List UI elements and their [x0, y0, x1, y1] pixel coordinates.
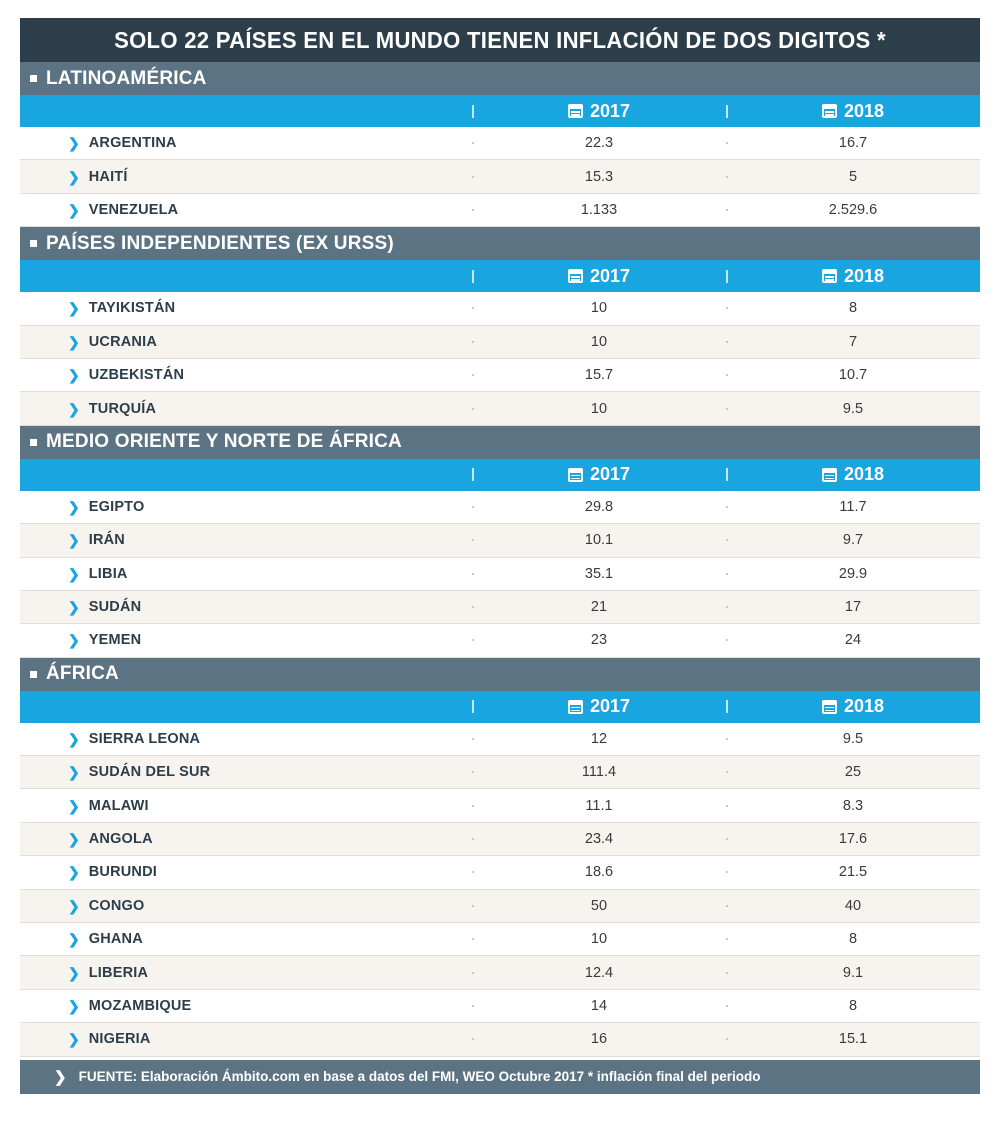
column-header-row [20, 95, 980, 127]
chevron-right-icon: ❯ [68, 565, 80, 582]
country-label: NIGERIA [88, 1031, 151, 1048]
groups-container [20, 62, 980, 1057]
cell-value-2017: 29.8 [472, 499, 726, 515]
cell-value-2018: 16.7 [726, 135, 980, 151]
country-label: UZBEKISTÁN [88, 367, 185, 384]
cell-country [20, 599, 472, 615]
group-title: LATINOAMÉRICA [46, 67, 207, 89]
cell-value-2017: 50 [472, 898, 726, 914]
cell-value-2018: 10.7 [726, 367, 980, 383]
cell-value-2018: 7 [726, 334, 980, 350]
group-title: ÁFRICA [46, 663, 119, 685]
cell-value-2017: 10.1 [472, 532, 726, 548]
table-row [20, 923, 980, 956]
column-header-year [726, 696, 980, 717]
cell-country [20, 798, 472, 814]
column-header-year [726, 101, 980, 122]
cell-value-2018: 15.1 [726, 1031, 980, 1047]
country-label: SUDÁN DEL SUR [88, 764, 211, 781]
table-row [20, 392, 980, 425]
cell-value-2017: 12 [472, 731, 726, 747]
chevron-right-icon: ❯ [68, 864, 80, 881]
cell-value-2017: 10 [472, 931, 726, 947]
country-label: IRÁN [88, 532, 125, 549]
square-bullet-icon [30, 439, 37, 446]
chevron-right-icon: ❯ [68, 400, 80, 417]
cell-value-2018: 11.7 [726, 499, 980, 515]
column-header-year [726, 266, 980, 287]
calendar-icon [822, 468, 837, 482]
chevron-right-icon: ❯ [68, 300, 80, 317]
cell-country [20, 566, 472, 582]
cell-value-2017: 23.4 [472, 831, 726, 847]
chevron-right-icon: ❯ [68, 797, 80, 814]
cell-value-2018: 8 [726, 998, 980, 1014]
cell-country [20, 367, 472, 383]
column-header-row [20, 691, 980, 723]
cell-country [20, 764, 472, 780]
table-row [20, 956, 980, 989]
cell-value-2018: 9.1 [726, 965, 980, 981]
chevron-right-icon: ❯ [68, 1031, 80, 1048]
year-label: 2017 [589, 100, 631, 121]
cell-value-2018: 40 [726, 898, 980, 914]
table-row [20, 624, 980, 657]
table-row [20, 756, 980, 789]
source-footer [20, 1060, 980, 1094]
column-header-year [726, 464, 980, 485]
cell-value-2018: 9.5 [726, 401, 980, 417]
country-label: HAITÍ [88, 168, 128, 185]
calendar-icon [822, 269, 837, 283]
cell-value-2018: 24 [726, 632, 980, 648]
source-footer-text: FUENTE: Elaboración Ámbito.com en base a datos del FMI, WEO Octubre 2017 * inflación final del periodo [78, 1069, 761, 1085]
cell-value-2018: 5 [726, 169, 980, 185]
chevron-right-icon: ❯ [68, 367, 80, 384]
chevron-right-icon: ❯ [68, 498, 80, 515]
cell-country [20, 532, 472, 548]
country-label: SIERRA LEONA [88, 730, 201, 747]
cell-country [20, 135, 472, 151]
chevron-right-icon: ❯ [54, 1068, 67, 1086]
column-header-year [472, 464, 726, 485]
column-header-year [472, 101, 726, 122]
table-row [20, 160, 980, 193]
country-label: BURUNDI [88, 864, 157, 881]
country-label: TAYIKISTÁN [88, 300, 176, 317]
table-row [20, 591, 980, 624]
square-bullet-icon [30, 240, 37, 247]
column-header-year [472, 696, 726, 717]
cell-country [20, 998, 472, 1014]
cell-value-2018: 29.9 [726, 566, 980, 582]
cell-value-2018: 9.7 [726, 532, 980, 548]
chevron-right-icon: ❯ [68, 333, 80, 350]
table-row [20, 990, 980, 1023]
country-label: MOZAMBIQUE [88, 998, 192, 1014]
cell-value-2018: 8 [726, 931, 980, 947]
cell-country [20, 731, 472, 747]
country-label: ANGOLA [88, 831, 153, 848]
country-label: LIBERIA [88, 964, 149, 981]
group-header [20, 658, 980, 691]
table-row [20, 127, 980, 160]
cell-value-2017: 11.1 [472, 798, 726, 814]
country-label: ARGENTINA [88, 135, 177, 152]
year-label: 2018 [843, 464, 885, 485]
cell-value-2017: 35.1 [472, 566, 726, 582]
table-row [20, 326, 980, 359]
cell-value-2017: 18.6 [472, 864, 726, 880]
table-row [20, 823, 980, 856]
cell-value-2017: 16 [472, 1031, 726, 1047]
cell-value-2017: 10 [472, 401, 726, 417]
cell-country [20, 632, 472, 648]
cell-value-2017: 22.3 [472, 135, 726, 151]
group-header [20, 227, 980, 260]
cell-country [20, 499, 472, 515]
calendar-icon [568, 700, 583, 714]
chevron-right-icon: ❯ [68, 730, 80, 747]
calendar-icon [568, 468, 583, 482]
cell-country [20, 898, 472, 914]
table-row [20, 491, 980, 524]
square-bullet-icon [30, 671, 37, 678]
table-row [20, 558, 980, 591]
page-title-bar [20, 18, 980, 62]
region-group [20, 62, 980, 227]
cell-value-2017: 111.4 [472, 764, 726, 780]
table-row [20, 723, 980, 756]
group-header [20, 426, 980, 459]
calendar-icon [568, 104, 583, 118]
region-group [20, 227, 980, 426]
country-label: SUDÁN [88, 599, 142, 616]
cell-value-2017: 23 [472, 632, 726, 648]
year-label: 2017 [589, 696, 631, 717]
chevron-right-icon: ❯ [68, 135, 80, 152]
cell-value-2018: 17.6 [726, 831, 980, 847]
cell-value-2017: 12.4 [472, 965, 726, 981]
chevron-right-icon: ❯ [68, 931, 80, 948]
column-header-row [20, 260, 980, 292]
cell-value-2017: 15.3 [472, 169, 726, 185]
chevron-right-icon: ❯ [68, 964, 80, 981]
cell-country [20, 1031, 472, 1047]
cell-country [20, 401, 472, 417]
group-title: MEDIO ORIENTE Y NORTE DE ÁFRICA [46, 431, 402, 453]
column-header-year [472, 266, 726, 287]
cell-value-2017: 10 [472, 300, 726, 316]
cell-country [20, 864, 472, 880]
cell-country [20, 169, 472, 185]
calendar-icon [822, 104, 837, 118]
cell-value-2018: 9.5 [726, 731, 980, 747]
table-row [20, 856, 980, 889]
group-title: PAÍSES INDEPENDIENTES (EX URSS) [46, 232, 394, 254]
chevron-right-icon: ❯ [68, 897, 80, 914]
table-row [20, 292, 980, 325]
country-label: TURQUÍA [88, 400, 157, 417]
chevron-right-icon: ❯ [68, 632, 80, 649]
country-label: YEMEN [88, 632, 142, 649]
region-group [20, 658, 980, 1057]
cell-country [20, 202, 472, 218]
chevron-right-icon: ❯ [68, 168, 80, 185]
chevron-right-icon: ❯ [68, 201, 80, 218]
year-label: 2018 [843, 265, 885, 286]
square-bullet-icon [30, 75, 37, 82]
cell-value-2018: 17 [726, 599, 980, 615]
cell-value-2017: 1.133 [472, 202, 726, 218]
group-header [20, 62, 980, 95]
cell-value-2017: 15.7 [472, 367, 726, 383]
cell-value-2017: 21 [472, 599, 726, 615]
year-label: 2017 [589, 464, 631, 485]
country-label: LIBIA [88, 565, 128, 582]
cell-country [20, 300, 472, 316]
page-title: SOLO 22 PAÍSES EN EL MUNDO TIENEN INFLACIÓN DE DOS DIGITOS * [114, 26, 886, 53]
table-row [20, 789, 980, 822]
cell-value-2018: 8 [726, 300, 980, 316]
year-label: 2018 [843, 696, 885, 717]
chevron-right-icon: ❯ [68, 599, 80, 616]
cell-value-2018: 21.5 [726, 864, 980, 880]
country-label: GHANA [88, 931, 143, 948]
calendar-icon [568, 269, 583, 283]
cell-country [20, 831, 472, 847]
table-row [20, 359, 980, 392]
table-row [20, 1023, 980, 1056]
cell-country [20, 334, 472, 350]
cell-country [20, 931, 472, 947]
country-label: EGIPTO [88, 498, 145, 515]
chevron-right-icon: ❯ [68, 764, 80, 781]
country-label: UCRANIA [88, 333, 157, 350]
year-label: 2018 [843, 100, 885, 121]
chevron-right-icon: ❯ [68, 532, 80, 549]
chevron-right-icon: ❯ [68, 831, 80, 848]
calendar-icon [822, 700, 837, 714]
cell-value-2018: 8.3 [726, 798, 980, 814]
country-label: CONGO [88, 897, 145, 914]
cell-value-2018: 2.529.6 [726, 202, 980, 218]
chevron-right-icon: ❯ [68, 998, 80, 1014]
region-group [20, 426, 980, 658]
table-row [20, 890, 980, 923]
cell-value-2017: 10 [472, 334, 726, 350]
year-label: 2017 [589, 265, 631, 286]
table-row [20, 194, 980, 227]
table-row [20, 524, 980, 557]
column-header-row [20, 459, 980, 491]
cell-country [20, 965, 472, 981]
country-label: MALAWI [88, 797, 149, 814]
cell-value-2017: 14 [472, 998, 726, 1014]
cell-value-2018: 25 [726, 764, 980, 780]
country-label: VENEZUELA [88, 201, 179, 218]
